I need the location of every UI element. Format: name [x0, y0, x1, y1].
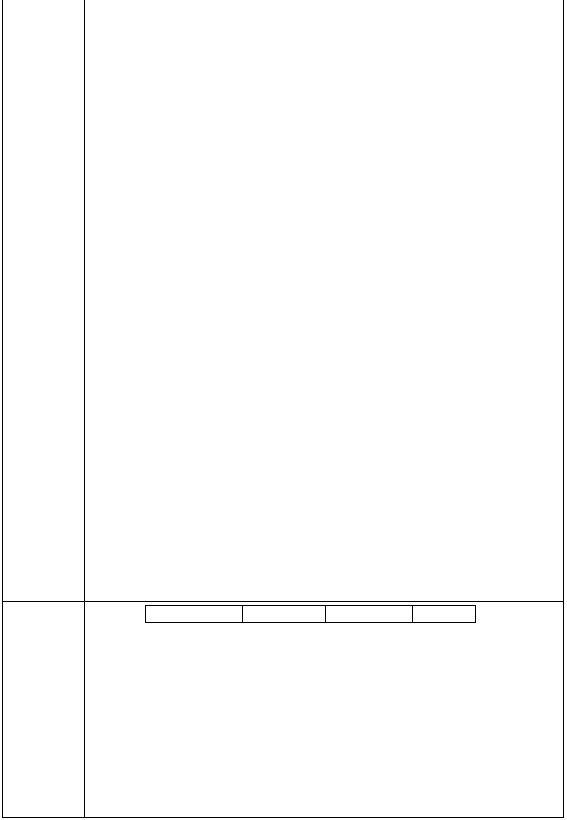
header-cell [243, 606, 326, 623]
header-cell [146, 606, 243, 623]
page-number-label [2, 601, 84, 818]
header-cell [413, 606, 476, 623]
page-frame [2, 0, 564, 818]
column-divider [84, 0, 85, 818]
row-divider [2, 601, 564, 602]
table-header-row [146, 606, 476, 623]
revision-block [89, 604, 559, 624]
header-cell [326, 606, 413, 623]
account-balance-table [145, 605, 476, 623]
